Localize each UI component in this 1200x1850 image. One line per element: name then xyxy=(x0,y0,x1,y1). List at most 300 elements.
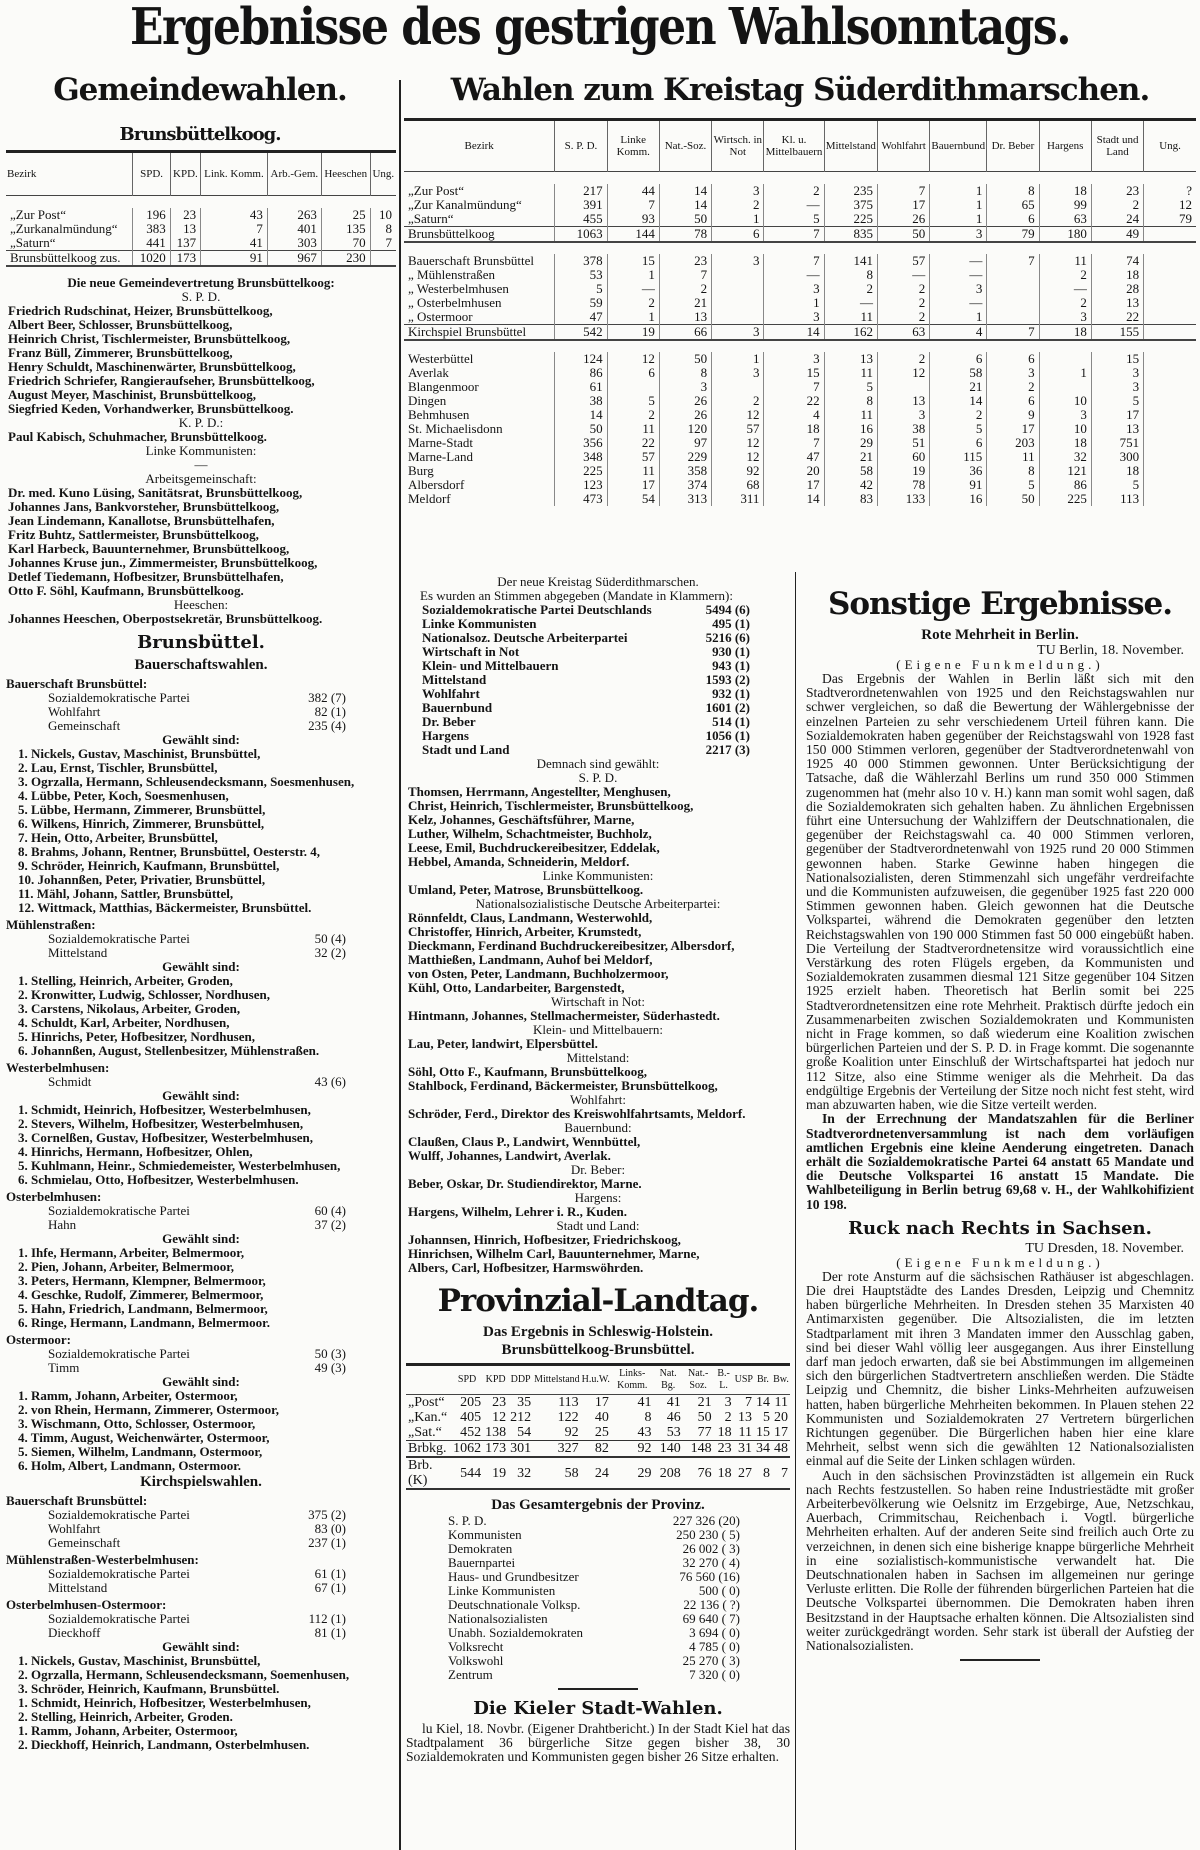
gemeindewahlen-heading: Gemeindewahlen. xyxy=(53,72,347,108)
elected-entry: 3. Schröder, Heinrich, Kaufmann, Brunsbüttel. xyxy=(18,1681,280,1696)
table-cell: 120 xyxy=(659,422,711,436)
total-row xyxy=(404,324,1196,340)
table-row xyxy=(404,450,1196,464)
table-cell: 2 xyxy=(1091,198,1143,212)
section-heading: Brunsbüttel. xyxy=(137,632,265,653)
vote-count: 500 ( 0) xyxy=(698,1583,740,1598)
table-cell: 401 xyxy=(267,222,321,236)
header-row xyxy=(406,1365,790,1395)
right-column xyxy=(806,578,1194,1667)
table-cell: 2 xyxy=(987,380,1039,394)
vote-row xyxy=(406,715,790,729)
table-cell: 50 xyxy=(659,352,711,366)
vote-row xyxy=(406,1612,790,1626)
table-cell: 6 xyxy=(987,352,1039,366)
vote-count: 495 (1) xyxy=(712,616,750,631)
table-cell: 48 xyxy=(774,1441,788,1456)
elected-entry: 2. Dieckhoff, Heinrich, Landmann, Osterbelmhusen. xyxy=(18,1737,310,1752)
table-row xyxy=(404,464,1196,478)
table-cell: 2 xyxy=(877,352,929,366)
table-cell: 8 xyxy=(644,1410,652,1425)
table-cell: 180 xyxy=(1039,226,1091,242)
table-cell: „Zur Post“ xyxy=(408,182,464,198)
table-cell xyxy=(404,242,555,254)
table-cell: 1 xyxy=(712,352,764,366)
table-cell xyxy=(1144,436,1196,450)
name-entry: Thomsen, Herrmann, Angestellter, Menghusen, xyxy=(408,784,671,799)
table-cell: 5 xyxy=(1091,478,1143,492)
vote-row xyxy=(406,743,790,757)
vote-row xyxy=(406,1556,790,1570)
caption: Mittelstand: xyxy=(566,1050,630,1065)
vote-row xyxy=(6,1347,396,1361)
section-caption: Gewählt sind: xyxy=(162,732,240,747)
table-cell: 17 xyxy=(877,198,929,212)
vote-count: 32 270 ( 4) xyxy=(682,1555,740,1570)
table-cell: 34 xyxy=(755,1441,770,1456)
total-row xyxy=(6,250,396,266)
table-cell: 113 xyxy=(558,1395,579,1410)
elected-entry: 5. Hinrichs, Peter, Hofbesitzer, Nordhusen, xyxy=(18,1029,255,1044)
vote-row xyxy=(6,1508,396,1522)
vote-count: 49 (3) xyxy=(314,1360,346,1375)
table-cell: 148 xyxy=(690,1441,712,1456)
vote-row xyxy=(406,617,790,631)
spacer-row xyxy=(404,242,1196,254)
table-cell: 3 xyxy=(712,324,764,340)
table-cell: 356 xyxy=(555,436,607,450)
table-cell: 12 xyxy=(1144,198,1196,212)
table-cell: 141 xyxy=(824,254,877,268)
table-cell xyxy=(1144,394,1196,408)
column-header: Nat.-Soz. xyxy=(688,1368,709,1391)
table-cell: 11 xyxy=(738,1425,752,1440)
table-cell: 133 xyxy=(877,492,929,506)
article-paragraph: Der rote Ansturm auf die sächsischen Rathäuser ist abgeschlagen. Die drei Hauptstädte des Landes Dresden, Leipzig und Chemnitz haben bürgerliche Mehrheiten. In Dresden stehen 35 Marxisten 40 Antimarxisten gegenüber. Die Altsozialisten, die im letzten Stadtparlament mit ihren 3 Mandaten immer den Ausschlag gaben, sind bei dieser Wahl völlig leer ausgegangen. Aus ihrer Einstellung darf man jedoch erwarten, daß sie bei Abstimmungen im allgemeinen sich den bürgerlichen Stadtvertretern anschließen werden. Die Städte Leipzig und Chemnitz, die bisher Links-Mehrheiten aufzuweisen hatten, haben bürgerliche Mehrheiten bekommen. In Plauen stehen 22 Kommunisten und Sozialdemokraten 27 Vertretern bürgerlichen Richtungen gegenüber. Die Bürgerlichen haben hier eine klare Mehrheit, selbst wenn sich die gewählten 12 Nationalsozialisten einmal auf die Seite der Linken schlagen würden. xyxy=(806,1268,1194,1469)
article-paragraph: In der Errechnung der Mandatszahlen für die Berliner Stadtverordnetenversammlung ist nach dem vorläufigen amtlichen Ergebnis eine kleine Aenderung eingetreten. Danach erhält die Sozialdemokratische Partei 64 anstatt 65 Mandate und die Deutsche Volkspartei 16 anstatt 15 Mandate. Die Wahlbeteiligung in Berlin betrug 69,68 v. H., der Wahlkohifizient 10 198. xyxy=(806,1111,1194,1212)
elected-entry: 1. Stelling, Heinrich, Arbeiter, Groden, xyxy=(18,973,233,988)
divider xyxy=(558,1688,638,1690)
name-entry: Rönnfeldt, Claus, Landmann, Westerwohld, xyxy=(408,910,653,925)
vote-count: 37 (2) xyxy=(314,1217,346,1232)
table-cell: 6 xyxy=(712,226,764,242)
table-cell: 32 xyxy=(517,1465,532,1481)
name-entry: Friedrich Rudschinat, Heizer, Brunsbüttelkoog, xyxy=(8,303,273,318)
table-cell: 15 xyxy=(607,254,659,268)
table-cell: Blangenmoor xyxy=(408,378,479,394)
party-label: Sozialdemokratische Partei xyxy=(48,931,190,946)
table-cell: „ Osterbelmhusen xyxy=(408,294,502,310)
table-cell: 57 xyxy=(607,450,659,464)
elected-entry: 2. Stelling, Heinrich, Arbeiter, Groden. xyxy=(18,1709,233,1724)
table-cell: 2 xyxy=(764,184,824,198)
name-entry: Schröder, Ferd., Direktor des Kreiswohlfahrtsamts, Meldorf. xyxy=(408,1106,746,1121)
table-cell xyxy=(1144,464,1196,478)
table-cell: 225 xyxy=(1039,492,1091,506)
column-header: Nat.-Soz. xyxy=(659,120,711,172)
party-label: Schmidt xyxy=(48,1074,92,1089)
table-cell: 74 xyxy=(1091,254,1143,268)
table-cell xyxy=(987,268,1039,282)
table-cell: 135 xyxy=(321,222,370,236)
vote-row xyxy=(6,1626,396,1640)
table-cell xyxy=(1144,352,1196,366)
header-row xyxy=(404,120,1196,172)
elected-entry: 6. Holm, Albert, Landmann, Ostermoor. xyxy=(18,1458,242,1473)
table-cell: 50 xyxy=(697,1410,712,1425)
column-header: Linke Komm. xyxy=(607,120,659,172)
vote-row xyxy=(406,631,790,645)
column-header: Hargens xyxy=(1039,120,1091,172)
table-cell: 263 xyxy=(267,208,321,222)
table-cell: 230 xyxy=(321,250,370,266)
table-cell: 65 xyxy=(987,198,1039,212)
table-cell: 41 xyxy=(666,1395,681,1410)
table-cell: „ Ostermoor xyxy=(408,308,473,324)
table-cell: 3 xyxy=(1091,380,1143,394)
party-label: S. P. D. xyxy=(448,1513,487,1528)
table-cell: 23 xyxy=(1091,184,1143,198)
name-entry: Matthießen, Landmann, Auhof bei Meldorf, xyxy=(408,952,653,967)
party-label: Wohlfahrt xyxy=(48,704,101,719)
table-cell: 9 xyxy=(987,408,1039,422)
party-label: Hahn xyxy=(48,1217,77,1232)
party-label: Sozialdemokratische Partei xyxy=(48,1566,190,1581)
table-cell: 76 xyxy=(697,1465,712,1481)
name-entry: Detlef Tiedemann, Hofbesitzer, Brunsbüttelhafen, xyxy=(8,569,284,584)
table-row xyxy=(404,282,1196,296)
table-row xyxy=(404,366,1196,380)
table-cell: „Zur Kanalmündung“ xyxy=(408,196,522,212)
table-cell: 13 xyxy=(877,394,929,408)
table-cell: 375 xyxy=(824,198,877,212)
table-cell: 23 xyxy=(170,208,200,222)
table-cell: 79 xyxy=(987,226,1039,242)
table-cell: 212 xyxy=(510,1410,532,1425)
name-entry: Hebbel, Amanda, Schneiderin, Meldorf. xyxy=(408,854,630,869)
source-note: (Eigene Funkmeldung.) xyxy=(896,1254,1104,1270)
table-cell: 123 xyxy=(555,478,607,492)
table-cell: 10 xyxy=(1039,394,1091,408)
column-header: Bezirk xyxy=(7,168,37,180)
table-row xyxy=(404,492,1196,506)
table-cell: 7 xyxy=(877,184,929,198)
table-cell: 751 xyxy=(1091,436,1143,450)
table-cell: 3 xyxy=(724,1395,732,1410)
table-cell: 11 xyxy=(987,450,1039,464)
table-cell xyxy=(712,380,764,394)
vote-row xyxy=(6,1204,396,1218)
table-cell: 2 xyxy=(877,296,929,310)
table-row xyxy=(406,1395,790,1411)
table-cell xyxy=(1144,254,1196,268)
table-cell: 91 xyxy=(201,250,268,266)
table-cell: 60 xyxy=(877,450,929,464)
vote-count: 4 785 ( 0) xyxy=(689,1639,740,1654)
dateline: TU Dresden, 18. November. xyxy=(1025,1240,1184,1256)
table-cell: 16 xyxy=(930,492,987,506)
table-cell: 7 xyxy=(781,1465,788,1481)
table-row xyxy=(404,310,1196,325)
column-header: Dr. Beber xyxy=(987,120,1039,172)
caption: Der neue Kreistag Süderdithmarschen. xyxy=(497,574,699,589)
table-cell: 27 xyxy=(737,1465,752,1481)
table-cell: 7 xyxy=(987,324,1039,340)
table-cell: 6 xyxy=(607,366,659,380)
table-body xyxy=(406,1395,790,1490)
elected-entry: 5. Lübbe, Hermann, Zimmerer, Brunsbüttel, xyxy=(18,802,266,817)
table-cell: Meldorf xyxy=(408,490,451,506)
table-cell: 5 xyxy=(930,422,987,436)
table-cell: 144 xyxy=(607,226,659,242)
subheading: Brunsbüttelkoog-Brunsbüttel. xyxy=(501,1342,695,1358)
vote-count: 7 320 ( 0) xyxy=(689,1667,740,1682)
name-entry: Hintmann, Johannes, Stellmachermeister, Süderhastedt. xyxy=(408,1008,720,1023)
table-cell: 18 xyxy=(1039,436,1091,450)
table-cell: 1 xyxy=(930,310,987,325)
table-cell: 17 xyxy=(987,422,1039,436)
column-header: Bw. xyxy=(773,1374,789,1385)
vote-row xyxy=(406,645,790,659)
vote-count: 67 (1) xyxy=(314,1580,346,1595)
source-note: (Eigene Funkmeldung.) xyxy=(896,657,1104,672)
table-cell: 358 xyxy=(659,464,711,478)
elected-entry: 9. Schröder, Heinrich, Kaufmann, Brunsbüttel, xyxy=(18,858,280,873)
kreistag-results-table xyxy=(404,118,1196,506)
party-label: Sozialdemokratische Partei xyxy=(48,1507,190,1522)
table-cell: 205 xyxy=(460,1395,482,1410)
elected-entry: 4. Timm, August, Weichenwärter, Ostermoor, xyxy=(18,1430,270,1445)
table-cell: 2 xyxy=(877,282,929,296)
table-cell: 2 xyxy=(712,198,764,212)
table-header xyxy=(404,120,1196,172)
table-cell: Marne-Land xyxy=(408,448,473,464)
table-cell: 6 xyxy=(930,436,987,450)
party-label: Deutschnationale Volksp. xyxy=(448,1597,581,1612)
party-label: Mittelstand xyxy=(48,1580,108,1595)
party-label: Gemeinschaft xyxy=(48,718,121,733)
landtag-results-table xyxy=(406,1363,790,1490)
vote-row xyxy=(406,687,790,701)
table-cell: 3 xyxy=(659,380,711,394)
brunsbuettelkoog-subheading: Brunsbüttelkoog. xyxy=(119,124,281,145)
table-cell: 4 xyxy=(764,408,824,422)
table-cell xyxy=(1039,380,1091,394)
elected-entry: 3. Wischmann, Otto, Schlosser, Ostermoor, xyxy=(18,1416,256,1431)
table-cell: Brb.(K) xyxy=(408,1458,433,1488)
column-divider xyxy=(399,80,401,1850)
party-label: Bauernbund xyxy=(422,700,493,715)
vote-row xyxy=(406,659,790,673)
vote-count: 50 (4) xyxy=(314,931,346,946)
column-header: S. P. D. xyxy=(555,120,607,172)
header-row xyxy=(6,152,396,196)
table-cell: 53 xyxy=(555,268,607,282)
table-cell: 5 xyxy=(824,380,877,394)
table-cell: 122 xyxy=(557,1410,579,1425)
table-cell: 383 xyxy=(133,222,170,236)
name-entry: Siegfried Keden, Vorhandwerker, Brunsbüttelkoog. xyxy=(8,401,294,416)
elected-entry: 2. Ogrzalla, Hermann, Schleusendecksmann, Soemenhusen, xyxy=(18,1667,350,1682)
table-cell: 8 xyxy=(824,394,877,408)
table-cell: 7 xyxy=(764,436,824,450)
table-cell xyxy=(1144,422,1196,436)
table-cell: 7 xyxy=(764,254,824,268)
vote-row xyxy=(6,1522,396,1536)
table-cell xyxy=(1144,282,1196,296)
table-cell: 21 xyxy=(659,296,711,310)
table-row xyxy=(404,422,1196,436)
elected-entry: 7. Hein, Otto, Arbeiter, Brunsbüttel, xyxy=(18,830,218,845)
table-cell: 441 xyxy=(133,236,170,251)
center-column xyxy=(406,575,790,1765)
spacer-row xyxy=(404,340,1196,352)
total-row xyxy=(406,1441,790,1458)
table-cell: 49 xyxy=(1091,226,1143,242)
table-cell: 58 xyxy=(930,366,987,380)
table-cell: 2 xyxy=(1039,268,1091,282)
party-label: Wohlfahrt xyxy=(48,1521,101,1536)
table-cell: 79 xyxy=(1144,212,1196,227)
table-cell xyxy=(1144,268,1196,282)
table-cell: 20 xyxy=(774,1410,788,1425)
party-label: Klein- und Mittelbauern xyxy=(422,658,559,673)
table-cell: 155 xyxy=(1091,324,1143,340)
column-header: SPD xyxy=(457,1374,477,1385)
vote-count: 932 (1) xyxy=(712,686,750,701)
table-cell: ? xyxy=(1144,184,1196,198)
table-cell: St. Michaelisdonn xyxy=(408,420,503,436)
table-cell: 36 xyxy=(930,464,987,478)
vote-count: 375 (2) xyxy=(308,1507,346,1522)
vote-count: 26 002 ( 3) xyxy=(682,1541,740,1556)
page-title: Ergebnisse des gestrigen Wahlsonntags. xyxy=(129,0,1071,57)
elected-entry: 5. Siemen, Wilhelm, Landmann, Ostermoor, xyxy=(18,1444,263,1459)
table-cell: 18 xyxy=(717,1465,732,1481)
section-heading: Ruck nach Rechts in Sachsen. xyxy=(848,1217,1152,1239)
table-cell: 3 xyxy=(764,352,824,366)
name-entry: Dieckmann, Ferdinand Buchdruckereibesitzer, Albersdorf, xyxy=(408,938,735,953)
table-cell: 38 xyxy=(877,422,929,436)
section-caption: Die neue Gemeindevertretung Brunsbüttelkoog: xyxy=(67,275,335,290)
vote-row xyxy=(406,1640,790,1654)
table-cell: 173 xyxy=(170,250,200,266)
table-cell: 10 xyxy=(370,208,396,222)
district-label: Mühlenstraßen-Westerbelmhusen: xyxy=(6,1552,199,1567)
name-entry: Johannsen, Hinrich, Hofbesitzer, Friedrichskoog, xyxy=(408,1232,681,1247)
table-cell: 1 xyxy=(607,268,659,282)
name-entry: Beber, Oskar, Dr. Studiendirektor, Marne. xyxy=(408,1176,642,1191)
vote-count: 69 640 ( 7) xyxy=(682,1611,740,1626)
name-entry: Leese, Emil, Buchdruckereibesitzer, Eddelak, xyxy=(408,840,660,855)
party-label: Mittelstand xyxy=(422,672,487,687)
vote-count: 43 (6) xyxy=(314,1074,346,1089)
table-cell: 6 xyxy=(930,352,987,366)
table-cell: 21 xyxy=(824,450,877,464)
table-cell: 31 xyxy=(737,1441,752,1456)
name-entry: Heinrich Christ, Tischlermeister, Brunsbüttelkoog, xyxy=(8,331,291,346)
table-cell: — xyxy=(607,282,659,296)
table-cell: „Saturn“ xyxy=(408,210,454,226)
subheading: Kirchspielswahlen. xyxy=(140,1474,262,1490)
table-cell: 8 xyxy=(987,184,1039,198)
table-cell: 58 xyxy=(824,464,877,478)
name-entry: Albers, Carl, Hofbesitzer, Harmswöhrden. xyxy=(408,1260,644,1275)
name-entry: Johannes Jans, Bankvorsteher, Brunsbüttelkoog, xyxy=(8,499,280,514)
table-cell: 544 xyxy=(460,1465,482,1481)
table-cell xyxy=(877,380,929,394)
table-cell: — xyxy=(824,296,877,310)
kreistag-heading: Wahlen zum Kreistag Süderdithmarschen. xyxy=(450,72,1150,108)
table-cell: 18 xyxy=(1091,464,1143,478)
table-cell: 11 xyxy=(824,366,877,380)
table-cell: 14 xyxy=(930,394,987,408)
section-heading: Sonstige Ergebnisse. xyxy=(827,586,1173,622)
column-header: Stadt und Land xyxy=(1091,120,1143,172)
vote-count: 227 326 (20) xyxy=(672,1513,740,1528)
table-cell: 18 xyxy=(1039,324,1091,340)
caption: Bauernbund: xyxy=(564,1120,632,1135)
caption: Demnach sind gewählt: xyxy=(536,756,660,771)
name-entry: Hinrichsen, Wilhelm Carl, Bauunternehmer, Marne, xyxy=(408,1246,700,1261)
table-cell: 14 xyxy=(764,492,824,506)
table-cell: 41 xyxy=(201,236,268,251)
table-cell: 43 xyxy=(637,1425,652,1440)
table-cell: Kirchspiel Brunsbüttel xyxy=(408,323,527,339)
vote-row xyxy=(406,1514,790,1528)
elected-entry: 2. Lau, Ernst, Tischler, Brunsbüttel, xyxy=(18,760,218,775)
table-cell: 58 xyxy=(564,1465,579,1481)
subheading: Das Ergebnis in Schleswig-Holstein. xyxy=(482,1324,714,1340)
party-label: Sozialdemokratische Partei xyxy=(48,1203,190,1218)
party-label: Hargens xyxy=(422,728,469,743)
table-cell: 14 xyxy=(659,198,711,212)
table-cell xyxy=(712,268,764,282)
table-cell: 225 xyxy=(824,212,877,227)
table-cell: Albersdorf xyxy=(408,476,465,492)
vote-row xyxy=(406,729,790,743)
table-cell: 57 xyxy=(877,254,929,268)
name-entry: Söhl, Otto F., Kaufmann, Brunsbüttelkoog, xyxy=(408,1064,647,1079)
section-caption: Gewählt sind: xyxy=(162,1231,240,1246)
party-label: Linke Kommunisten xyxy=(448,1583,556,1598)
table-cell: 3 xyxy=(930,226,987,242)
table-cell: 17 xyxy=(594,1395,609,1410)
table-cell xyxy=(1039,352,1091,366)
table-cell: — xyxy=(930,268,987,282)
caption: Wirtschaft in Not: xyxy=(550,994,646,1009)
table-cell: 78 xyxy=(659,226,711,242)
table-cell: 8 xyxy=(762,1465,770,1481)
total-row xyxy=(404,226,1196,242)
table-cell: 1 xyxy=(930,198,987,212)
vote-count: 2217 (3) xyxy=(705,742,750,757)
vote-row xyxy=(6,1075,396,1089)
name-entry: Johannes Heeschen, Oberpostsekretär, Brunsbüttelkoog. xyxy=(8,611,323,626)
table-cell: — xyxy=(877,268,929,282)
vote-row xyxy=(6,1612,396,1626)
name-entry: Wulff, Johannes, Landwirt, Averlak. xyxy=(408,1148,611,1163)
table-cell: 17 xyxy=(1091,408,1143,422)
party-label: Timm xyxy=(48,1360,80,1375)
table-body xyxy=(6,196,396,266)
table-row xyxy=(404,268,1196,282)
caption: Nationalsozialistische Deutsche Arbeiterpartei: xyxy=(475,896,721,911)
elected-entry: 2. Kronwitter, Ludwig, Schlosser, Nordhusen, xyxy=(18,987,270,1002)
table-cell: 11 xyxy=(607,464,659,478)
vote-row xyxy=(6,691,396,705)
vote-count: 1056 (1) xyxy=(705,728,750,743)
